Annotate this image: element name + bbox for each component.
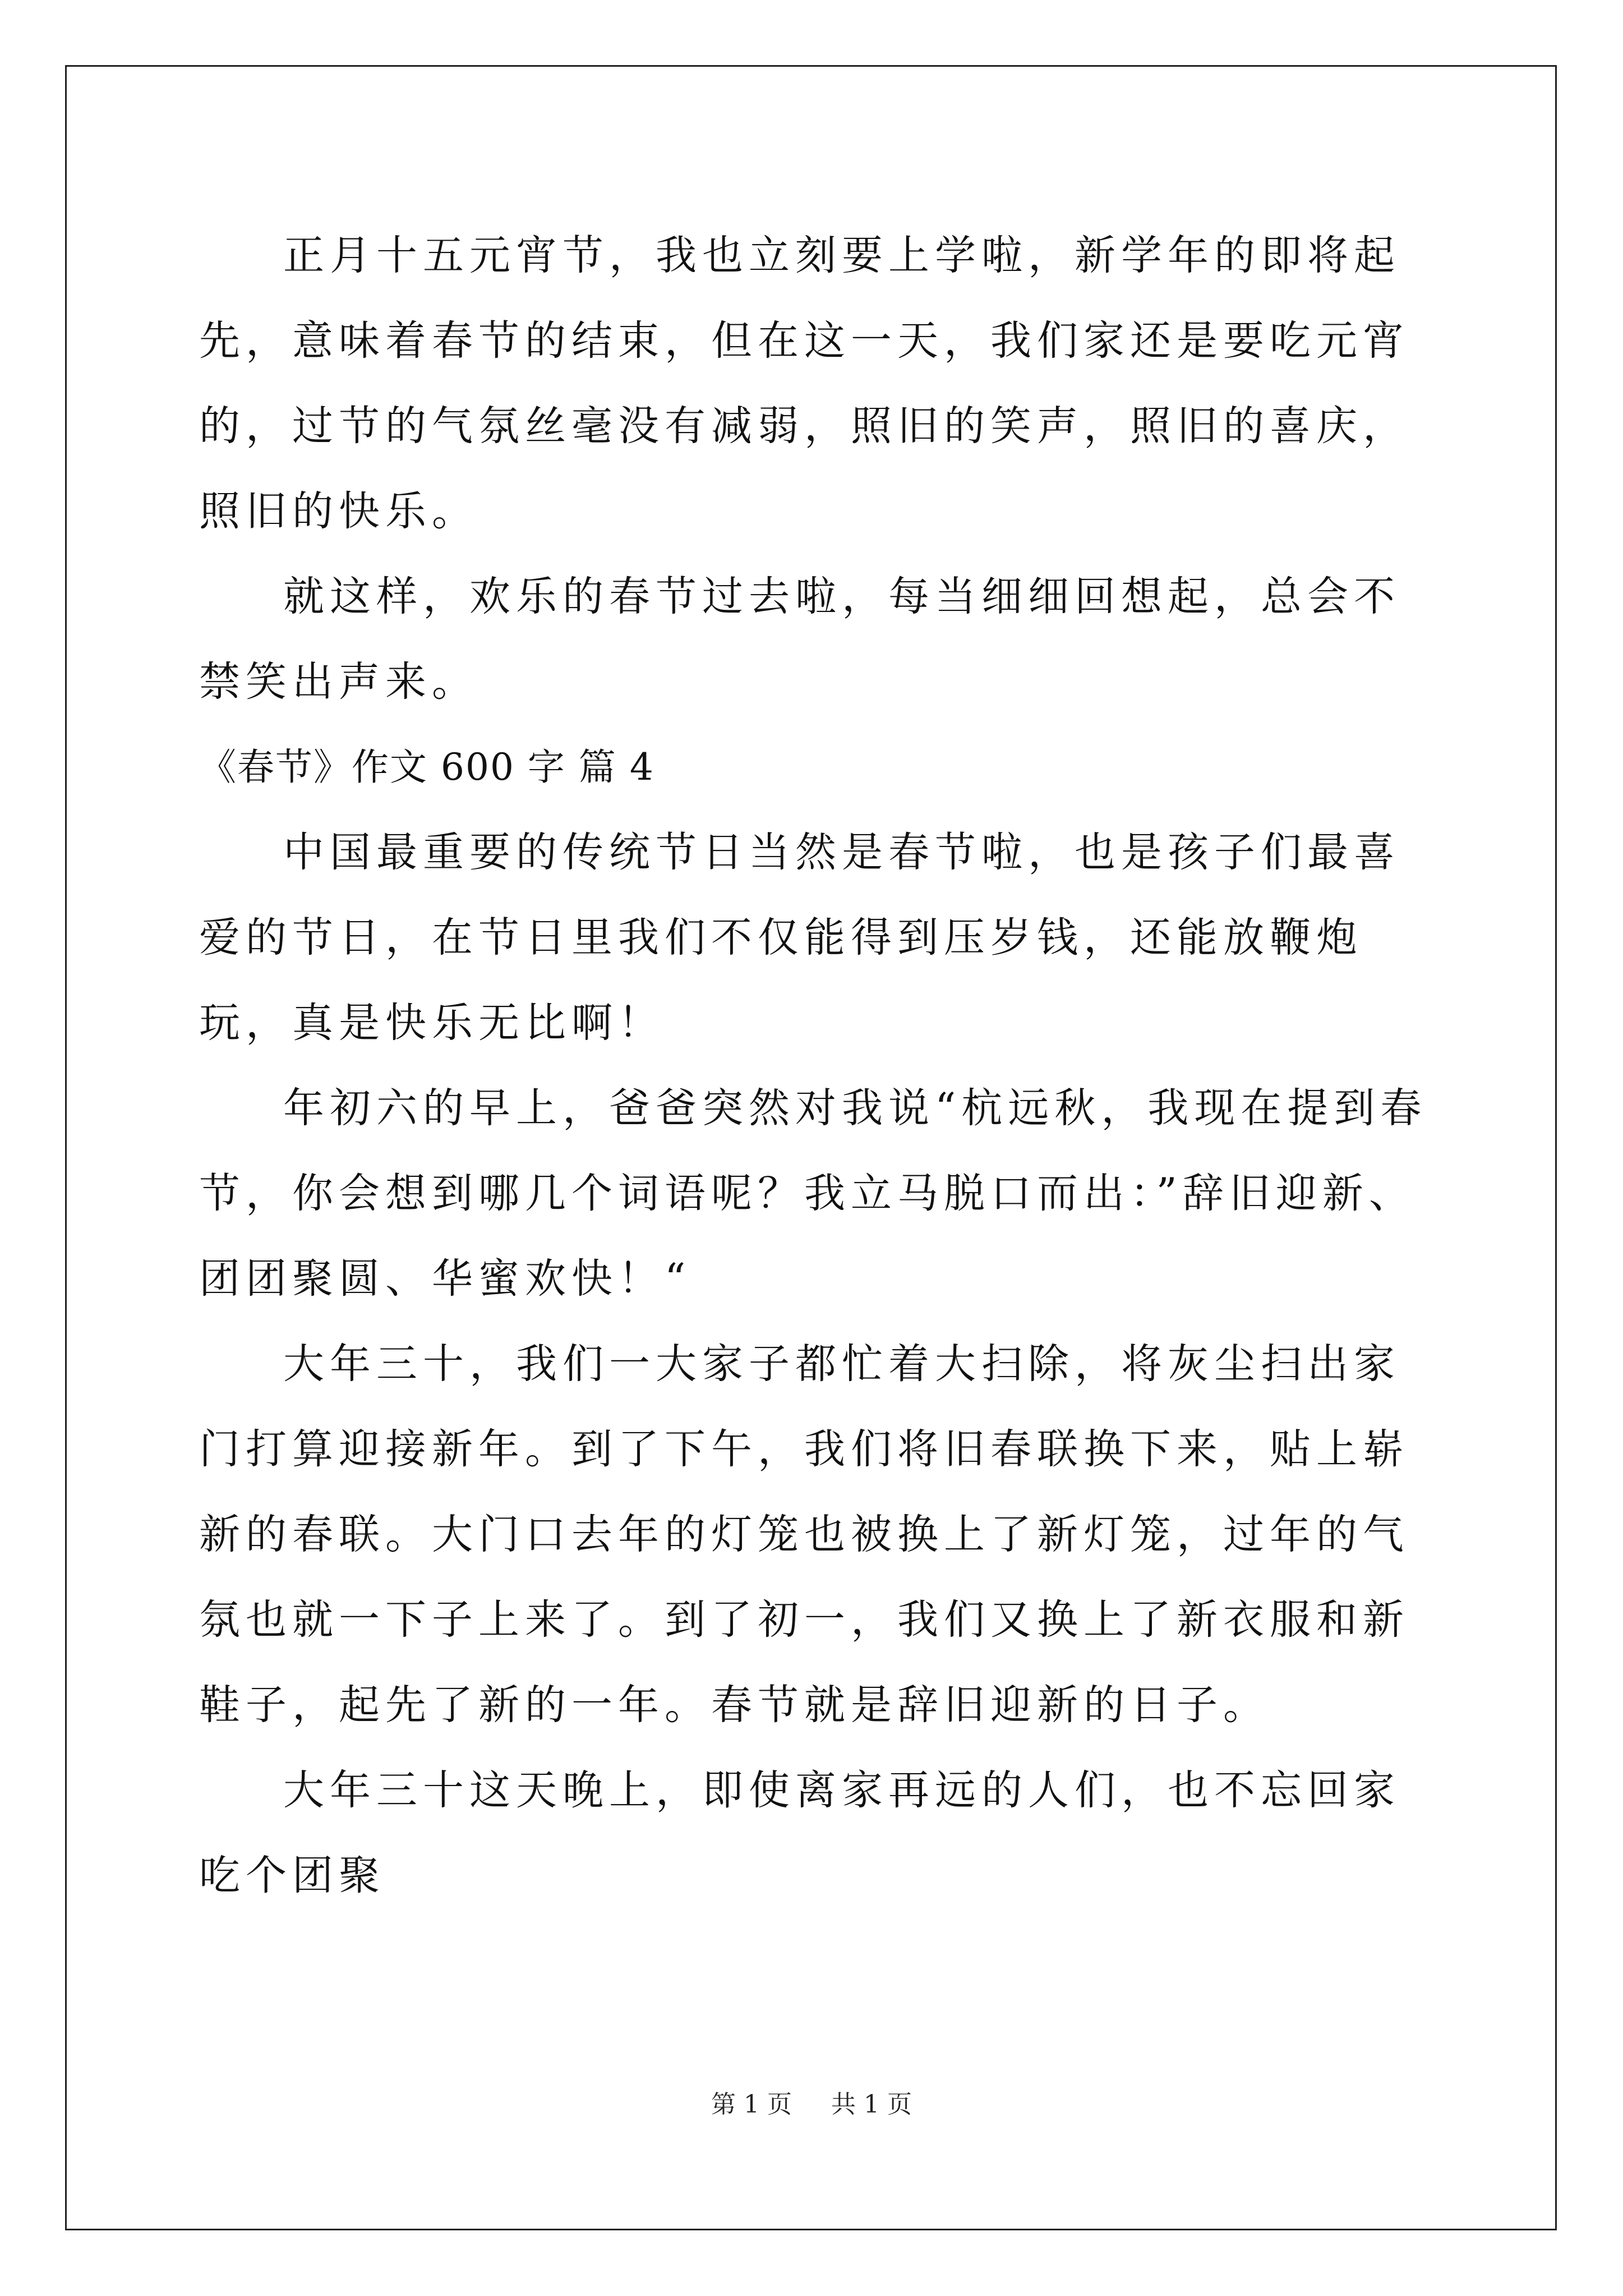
- paragraph-father-question: 年初六的早上，爸爸突然对我说“杭远秋，我现在提到春节，你会想到哪几个词语呢？我立马脱口而出：”辞旧迎新、团团聚圆、华蜜欢快！“: [199, 1084, 1427, 1303]
- page-footer: [0, 2088, 1623, 2122]
- paragraph-spring-festival-ends: 就这样，欢乐的春节过去啦，每当细细回想起，总会不禁笑出声来。: [199, 573, 1400, 706]
- section-heading: 《春节》作文 600 字 篇 4: [199, 746, 654, 789]
- paragraph-new-year-eve-cleaning: 大年三十，我们一大家子都忙着大扫除，将灰尘扫出家门打算迎接新年。到了下午，我们将旧春联换下来，贴上崭新的春联。大门口去年的灯笼也被换上了新灯笼，过年的气氛也就一下子上来了。到了初一，我们又换上了新衣服和新鞋子，起先了新的一年。春节就是辞旧迎新的日子。: [199, 1340, 1409, 1729]
- document-body: [199, 213, 1427, 1918]
- page-total: 共 1 页: [831, 2090, 912, 2119]
- page-number: 第 1 页: [711, 2090, 792, 2119]
- paragraph-new-year-eve-night: 大年三十这天晚上，即使离家再远的人们，也不忘回家吃个团聚: [199, 1766, 1400, 1899]
- paragraph-most-important-festival: 中国最重要的传统节日当然是春节啦，也是孩子们最喜爱的节日，在节日里我们不仅能得到压岁钱，还能放鞭炮玩，真是快乐无比啊！: [199, 829, 1400, 1047]
- paragraph-lantern-festival: 正月十五元宵节，我也立刻要上学啦，新学年的即将起先，意味着春节的结束，但在这一天，我们家还是要吃元宵的，过节的气氛丝毫没有减弱，照旧的笑声，照旧的喜庆，照旧的快乐。: [199, 232, 1409, 535]
